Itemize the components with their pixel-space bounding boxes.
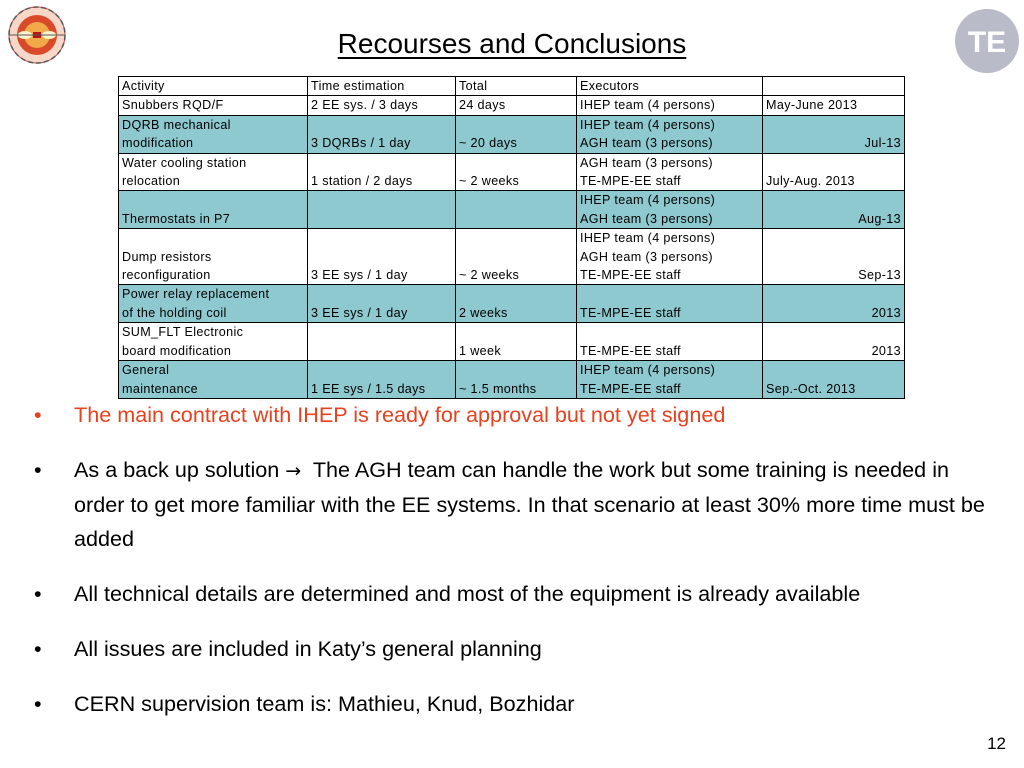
bullet-item [34, 632, 1004, 666]
cell-line: Water cooling station [122, 155, 247, 170]
cell-total [456, 323, 577, 361]
cell-time [308, 285, 456, 323]
cell-total [456, 285, 577, 323]
cell-line: IHEP team (4 persons) [580, 117, 716, 132]
cell-activity [119, 96, 308, 115]
page-number: 12 [987, 734, 1006, 753]
cell-activity [119, 153, 308, 191]
cell-executors [577, 285, 763, 323]
cell-line: General [122, 363, 170, 378]
cell-date: Aug-13 [763, 191, 905, 229]
cell-line: 1 station / 2 days [311, 174, 413, 189]
cell-line: 24 days [459, 98, 506, 113]
cell-line: AGH team (3 persons) [580, 211, 713, 226]
cell-executors [577, 153, 763, 191]
bullet-marker: • [34, 402, 42, 427]
bullet-text: All issues are included in Katy’s general planning [74, 636, 542, 661]
cell-line: ~ 20 days [459, 136, 518, 151]
right-arrow-icon: → [285, 460, 302, 482]
cell-line: ~ 1.5 months [459, 381, 537, 396]
bullet-text: CERN supervision team is: Mathieu, Knud, Bozhidar [74, 691, 575, 716]
cell-executors [577, 361, 763, 399]
cell-total [456, 96, 577, 115]
cell-executors [577, 229, 763, 285]
cell-activity [119, 229, 308, 285]
table-row [119, 361, 905, 399]
cell-total [456, 115, 577, 153]
cell-line: AGH team (3 persons) [580, 249, 713, 264]
schedule-table [118, 76, 905, 399]
cell-line: maintenance [122, 381, 198, 396]
cell-line: 3 EE sys / 1 day [311, 305, 408, 320]
cell-date: Sep.-Oct. 2013 [763, 361, 905, 399]
cell-date: May-June 2013 [763, 96, 905, 115]
cell-time [308, 115, 456, 153]
cell-line: ~ 2 weeks [459, 268, 520, 283]
cell-time [308, 361, 456, 399]
cell-line: 3 EE sys / 1 day [311, 268, 408, 283]
table-row [119, 229, 905, 285]
table-row [119, 191, 905, 229]
cell-line: 1 EE sys / 1.5 days [311, 381, 426, 396]
cell-line: Dump resistors [122, 249, 212, 264]
cell-line: TE-MPE-EE staff [580, 381, 681, 396]
cell-date: Sep-13 [763, 229, 905, 285]
cell-line: of the holding coil [122, 305, 227, 320]
cell-total [456, 191, 577, 229]
bullet-marker: • [34, 457, 42, 482]
cell-activity [119, 191, 308, 229]
cell-time [308, 191, 456, 229]
cell-total [456, 229, 577, 285]
table-row [119, 285, 905, 323]
header-date [763, 77, 905, 96]
bullet-item [34, 453, 1004, 556]
cell-date: 2013 [763, 323, 905, 361]
bullet-marker: • [34, 581, 42, 606]
cell-line: Snubbers RQD/F [122, 98, 224, 113]
cell-executors [577, 323, 763, 361]
cell-activity [119, 361, 308, 399]
cell-total [456, 153, 577, 191]
cell-executors [577, 115, 763, 153]
cell-line: 1 week [459, 343, 502, 358]
cell-line: AGH team (3 persons) [580, 136, 713, 151]
cell-date: July-Aug. 2013 [763, 153, 905, 191]
cell-line: IHEP team (4 persons) [580, 98, 716, 113]
header-time: Time estimation [308, 77, 456, 96]
cell-line: IHEP team (4 persons) [580, 231, 716, 246]
cell-line: TE-MPE-EE staff [580, 305, 681, 320]
cell-line: 3 DQRBs / 1 day [311, 136, 411, 151]
bullet-item [34, 577, 1004, 611]
table-row [119, 96, 905, 115]
table-header-row [119, 77, 905, 96]
cell-line: AGH team (3 persons) [580, 155, 713, 170]
cell-line: SUM_FLT Electronic [122, 325, 244, 340]
cell-line: IHEP team (4 persons) [580, 193, 716, 208]
bullet-text: The main contract with IHEP is ready for approval but not yet signed [74, 402, 726, 427]
cell-line: board modification [122, 343, 232, 358]
table-row [119, 115, 905, 153]
cell-line: TE-MPE-EE staff [580, 343, 681, 358]
cell-line: IHEP team (4 persons) [580, 363, 716, 378]
cell-line: relocation [122, 174, 181, 189]
conclusion-list [34, 398, 1004, 742]
cell-executors [577, 96, 763, 115]
cell-line: 2 EE sys. / 3 days [311, 98, 419, 113]
cell-activity [119, 323, 308, 361]
cell-activity [119, 115, 308, 153]
te-logo-text: TE [967, 26, 1007, 59]
cell-time [308, 96, 456, 115]
cell-time [308, 229, 456, 285]
cell-line: Thermostats in P7 [122, 211, 231, 226]
cell-time [308, 323, 456, 361]
cell-date: Jul-13 [763, 115, 905, 153]
cell-line: DQRB mechanical [122, 117, 231, 132]
bullet-item [34, 398, 1004, 432]
slide-title: Recourses and Conclusions [337, 28, 687, 59]
cell-date: 2013 [763, 285, 905, 323]
bullet-text: As a back up solution [74, 457, 280, 482]
cell-line: reconfiguration [122, 268, 211, 283]
bullet-item [34, 687, 1004, 721]
cell-line: Power relay replacement [122, 287, 270, 302]
cell-executors [577, 191, 763, 229]
bullet-marker: • [34, 691, 42, 716]
table-row [119, 323, 905, 361]
cell-line: TE-MPE-EE staff [580, 174, 681, 189]
bullet-text: The AGH team can handle the work but some training is needed in order to get more familiar with the EE systems. In that scenario at least 30% more time must be added [74, 457, 985, 551]
bullet-text: All technical details are determined and most of the equipment is already available [74, 581, 861, 606]
cell-line: ~ 2 weeks [459, 174, 520, 189]
cell-line: TE-MPE-EE staff [580, 268, 681, 283]
header-executors: Executors [577, 77, 763, 96]
cell-time [308, 153, 456, 191]
bullet-marker: • [34, 636, 42, 661]
cell-line: modification [122, 136, 194, 151]
cell-line: 2 weeks [459, 305, 508, 320]
table-row [119, 153, 905, 191]
header-activity: Activity [119, 77, 308, 96]
header-total: Total [456, 77, 577, 96]
cell-activity [119, 285, 308, 323]
cell-total [456, 361, 577, 399]
